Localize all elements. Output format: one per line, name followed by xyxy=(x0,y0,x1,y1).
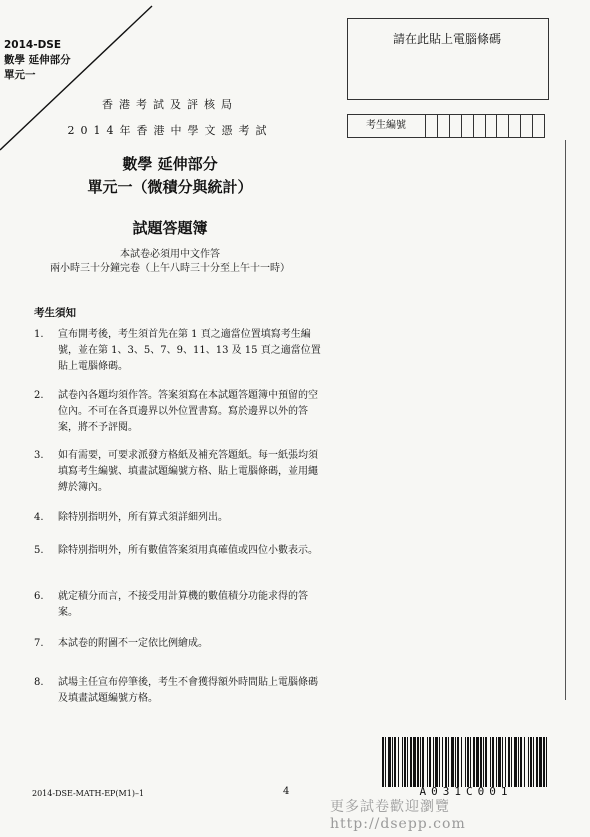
watermark: 更多試卷歡迎瀏覽 http://dsepp.com xyxy=(330,799,466,832)
instruction-item xyxy=(34,327,324,375)
candidate-digit-cell xyxy=(462,115,474,137)
language-note: 本試卷必須用中文作答 xyxy=(120,249,220,260)
candidate-digit-cell xyxy=(497,115,509,137)
candidate-digit-cell xyxy=(474,115,486,137)
instruction-number: 1. xyxy=(34,329,44,340)
subject-title: 數學 延伸部分 xyxy=(122,155,218,173)
instruction-number: 4. xyxy=(34,512,44,523)
instruction-text: 試卷內各題均須作答。答案須寫在本試題答題簿中預留的空位內。不可在各頁邊界以外位置書寫。寫於邊界以外的答案，將不予評閱。 xyxy=(58,390,318,433)
candidate-number-label: 考生編號 xyxy=(348,115,426,137)
page-number: 4 xyxy=(283,786,290,797)
instruction-text: 本試卷的附圖不一定依比例繪成。 xyxy=(58,638,208,649)
candidate-digit-cell xyxy=(486,115,498,137)
candidate-digit-cell xyxy=(509,115,521,137)
footer-code: 2014-DSE-MATH-EP(M1)–1 xyxy=(32,789,145,798)
candidate-digit-cell xyxy=(533,115,544,137)
instruction-item xyxy=(34,510,324,526)
organisation-name: 香港考試及評核局 xyxy=(102,98,238,111)
instruction-text: 試場主任宣布停筆後，考生不會獲得額外時間貼上電腦條碼及填畫試題編號方格。 xyxy=(58,677,318,704)
booklet-title: 試題答題簿 xyxy=(132,219,208,237)
instruction-text: 宣布開考後，考生須首先在第 1 頁之適當位置填寫考生編號，並在第 1、3、5、7、9、11、13 及 15 頁之適當位置貼上電腦條碼。 xyxy=(58,329,321,372)
instruction-item xyxy=(34,388,324,436)
instruction-number: 5. xyxy=(34,545,44,556)
module-title: 單元一（微積分與統計） xyxy=(87,178,253,196)
instruction-item xyxy=(34,448,324,496)
instruction-text: 除特別指明外，所有數值答案須用真確值或四位小數表示。 xyxy=(58,545,318,556)
instruction-text: 就定積分而言，不接受用計算機的數值積分功能求得的答案。 xyxy=(58,591,308,618)
candidate-digit-cell xyxy=(521,115,533,137)
header-tag-module: 單元一 xyxy=(4,69,36,81)
exam-name: 2014年香港中學文憑考試 xyxy=(67,124,273,137)
instructions-title: 考生須知 xyxy=(34,307,76,319)
instruction-number: 7. xyxy=(34,638,44,649)
instruction-item xyxy=(34,636,324,652)
instruction-number: 3. xyxy=(34,450,44,461)
sticker-label: 請在此貼上電腦條碼 xyxy=(392,32,501,46)
instruction-number: 2. xyxy=(34,390,44,401)
barcode-digits: A031C001 xyxy=(419,785,513,798)
header-tag-subject: 數學 延伸部分 xyxy=(4,54,71,66)
instruction-number: 6. xyxy=(34,591,44,602)
candidate-digit-cell xyxy=(450,115,462,137)
instruction-number: 8. xyxy=(34,677,44,688)
instruction-item xyxy=(34,543,324,559)
header-tag-year: 2014-DSE xyxy=(4,39,62,51)
candidate-number-box xyxy=(347,114,545,138)
instruction-text: 除特別指明外，所有算式須詳細列出。 xyxy=(58,512,228,523)
candidate-digit-cell xyxy=(438,115,450,137)
instruction-item xyxy=(34,675,324,707)
barcode xyxy=(382,737,550,787)
time-note: 兩小時三十分鐘完卷（上午八時三十分至上午十一時） xyxy=(50,263,290,274)
candidate-digit-cell xyxy=(426,115,438,137)
instruction-text: 如有需要，可要求派發方格紙及補充答題紙。每一紙張均須填寫考生編號、填畫試題編號方格、貼上電腦條碼，並用繩縛於簿內。 xyxy=(58,450,318,493)
margin-line xyxy=(565,140,566,700)
instruction-item xyxy=(34,589,324,621)
